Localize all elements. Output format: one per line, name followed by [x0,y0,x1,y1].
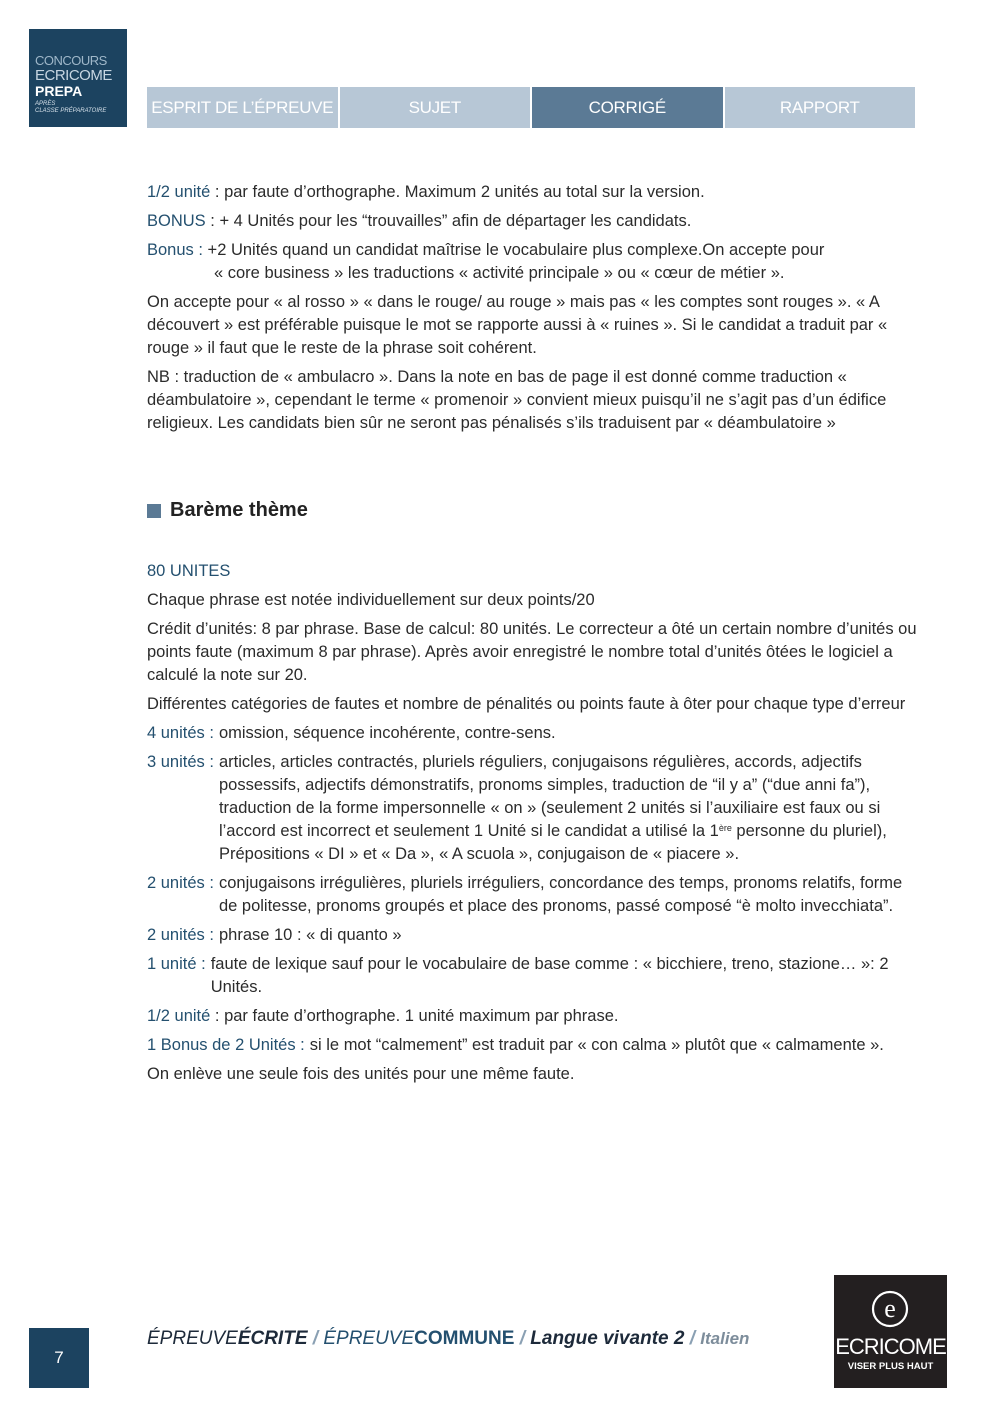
tab-corrige[interactable]: CORRIGÉ [532,87,723,128]
version-item-bonus: BONUS : + 4 Unités pour les “trouvailles” afin de départager les candidats. [147,212,692,230]
penalty-2-units-phrase10: 2 unités : phrase 10 : « di quanto » [147,926,402,944]
paragraph-nb: NB : traduction de « ambulacro ». Dans la note en bas de page il est donné comme traduction « déambulatoire », cependant le terme « promenoir » convient mieux puisqu’il ne s’agit pas d’un édifice religieux. Les candidats bien sûr ne seront pas pénalisés s’ils traduisent par « déambulatoire » [147,368,887,432]
final-paragraph: On enlève une seule fois des unités pour une même faute. [147,1065,575,1083]
section-heading [147,499,917,522]
square-bullet-icon [147,504,161,518]
logo-line-apres: APRÈS [35,101,56,107]
section-title: Barème thème [170,499,308,521]
version-item-half: 1/2 unité : par faute d’orthographe. Maximum 2 unités au total sur la version. [147,183,705,201]
logo-line-ecricome: ECRICOME [35,67,112,84]
brand-tagline: VISER PLUS HAUT [847,1361,934,1372]
footer-title: ÉPREUVEÉCRITE / ÉPREUVECOMMUNE / Langue vivante 2 / Italien [147,1328,750,1349]
logo-line-concours: CONCOURS [35,53,107,68]
tab-sujet[interactable]: SUJET [340,87,531,128]
brand-name: ECRICOME [835,1334,946,1359]
tab-esprit[interactable]: ESPRIT DE L’ÉPREUVE [147,87,338,128]
logo-line-prepa: PREPA [35,83,83,99]
page-number: 7 [29,1328,89,1388]
bonus-calmement: 1 Bonus de 2 Unités : si le mot “calmement” est traduit par « con calma » plutôt que « calmamente ». [147,1036,884,1054]
tab-rapport[interactable]: RAPPORT [725,87,916,128]
units-total: 80 UNITES [147,562,231,580]
main-content [147,181,917,1092]
paragraph-categories: Différentes catégories de fautes et nombre de pénalités ou points faute à ôter pour chaque type d’erreur [147,695,906,713]
ecricome-brand-logo [834,1275,947,1388]
paragraph-notee: Chaque phrase est notée individuellement sur deux points/20 [147,591,595,609]
paragraph-credit: Crédit d’unités: 8 par phrase. Base de calcul: 80 unités. Le correcteur a ôté un certain nombre d’unités ou points faute (maximum 8 par phrase). Après avoir enregistré le nombre total d’unités ôtées le logiciel a calculé la note sur 20. [147,620,917,684]
penalty-3-units: 3 unités : articles, articles contractés, pluriels réguliers, conjugaisons régulières, accords, adjectifs possessifs, adjectifs démonstratifs, pronoms simples, traduction de “il y a” (“due anni fa”), traduction de la forme impersonnelle « on » (seulement 2 unités si l’auxiliaire est faux ou si l’accord est incorrect et seulement 1 Unité si le candidat a utilisé la 1ère personne du pluriel), Prépositions « DI » et « Da », « A scuola », conjugaison de « piacere ». [147,753,887,863]
concours-logo [29,29,127,127]
logo-line-classe: CLASSE PRÉPARATOIRE [35,108,107,114]
paragraph-al-rosso: On accepte pour « al rosso » « dans le rouge/ au rouge » mais pas « les comptes sont rouges ». « A découvert » est préférable puisque le mot se rapporte aussi à « ruines ». Si le candidat a traduit par « rouge » il faut que le reste de la phrase soit cohérent. [147,293,888,357]
penalty-half-unit: 1/2 unité : par faute d’orthographe. 1 unité maximum par phrase. [147,1007,619,1025]
section-tabs [147,87,915,128]
bonus-vocabulaire: Bonus : +2 Unités quand un candidat maîtrise le vocabulaire plus complexe.On accepte pour « core business » les traductions « activité principale » ou « cœur de métier ». [147,241,825,282]
ecricome-emblem-icon [870,1289,910,1329]
penalty-1-unit: 1 unité : faute de lexique sauf pour le vocabulaire de base comme : « bicchiere, treno, stazione… »: 2 Unités. [147,955,889,996]
penalty-4-units: 4 unités : omission, séquence incohérente, contre-sens. [147,724,556,742]
svg-text:e: e [884,1294,896,1323]
penalty-2-units: 2 unités : conjugaisons irrégulières, pluriels irréguliers, concordance des temps, pronoms relatifs, forme de politesse, pronoms groupés et place des pronoms, passé composé “è molto invecchiata”. [147,874,903,915]
